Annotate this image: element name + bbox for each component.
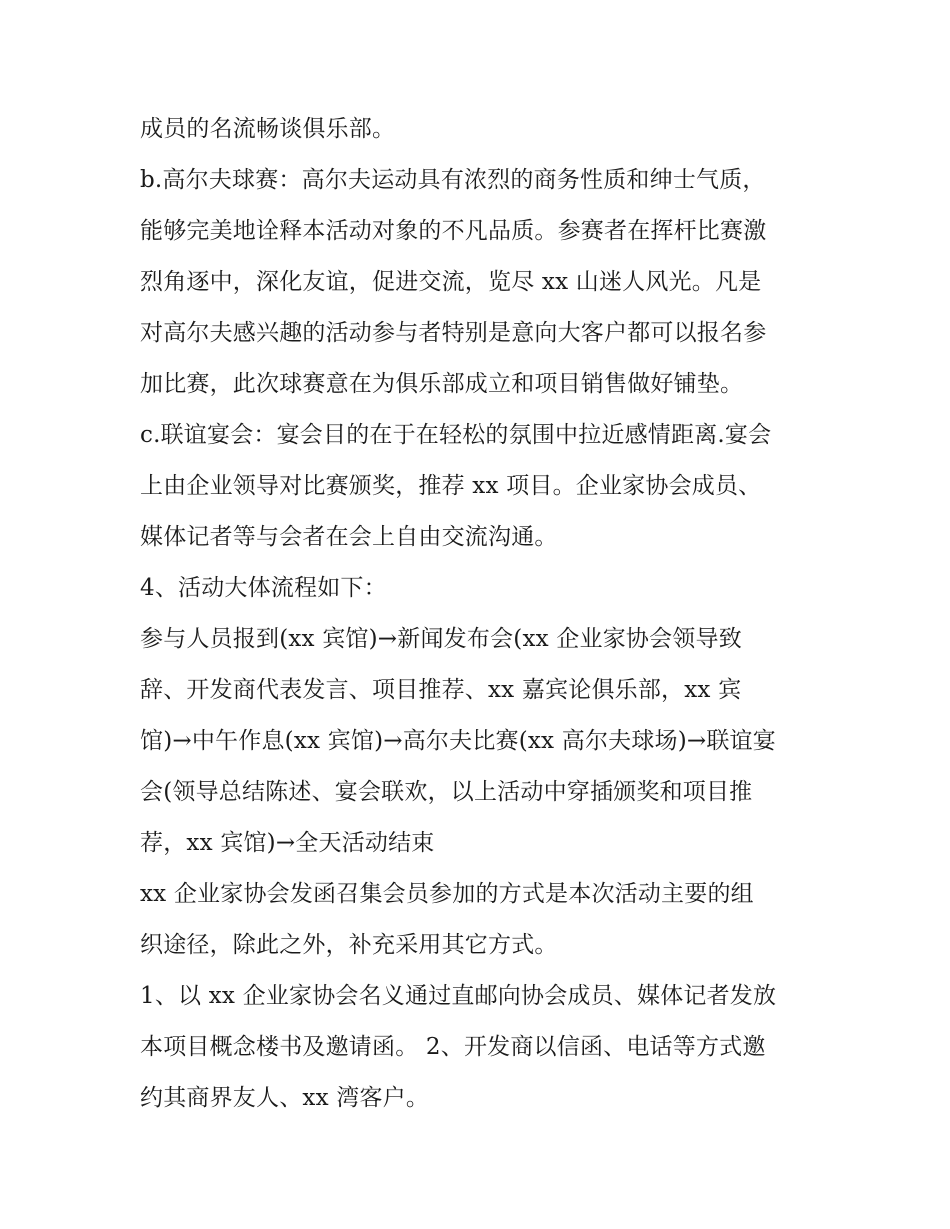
text-line-18: 1、以 xx 企业家协会名义通过直邮向协会成员、媒体记者发放 xyxy=(140,983,777,1009)
text-line-10: 4、活动大体流程如下： xyxy=(140,575,387,601)
text-line-14: 会(领导总结陈述、宴会联欢，以上活动中穿插颁奖和项目推 xyxy=(140,779,753,805)
text-line-11: 参与人员报到(xx 宾馆)→新闻发布会(xx 企业家协会领导致 xyxy=(140,626,742,652)
text-line-15: 荐，xx 宾馆)→全天活动结束 xyxy=(140,830,435,856)
text-line-20: 约其商界友人、xx 湾客户。 xyxy=(140,1085,430,1111)
text-line-4: 烈角逐中，深化友谊，促进交流，览尽 xx 山迷人风光。凡是 xyxy=(140,269,762,295)
text-line-19: 本项目概念楼书及邀请函。 2、开发商以信函、电话等方式邀 xyxy=(140,1034,766,1060)
text-line-8: 上由企业领导对比赛颁奖，推荐 xx 项目。企业家协会成员、 xyxy=(140,473,762,499)
text-line-6: 加比赛，此次球赛意在为俱乐部成立和项目销售做好铺垫。 xyxy=(140,371,744,397)
text-line-13: 馆)→中午作息(xx 宾馆)→高尔夫比赛(xx 高尔夫球场)→联谊宴 xyxy=(140,728,776,754)
text-line-2: b.高尔夫球赛：高尔夫运动具有浓烈的商务性质和绅士气质， xyxy=(140,167,766,193)
document-body xyxy=(140,104,830,1124)
text-line-1: 成员的名流畅谈俱乐部。 xyxy=(140,116,396,142)
text-line-12: 辞、开发商代表发言、项目推荐、xx 嘉宾论俱乐部，xx 宾 xyxy=(140,677,742,703)
text-line-17: 织途径，除此之外，补充采用其它方式。 xyxy=(140,932,558,958)
text-line-7: c.联谊宴会：宴会目的在于在轻松的氛围中拉近感情距离.宴会 xyxy=(140,422,772,448)
text-line-9: 媒体记者等与会者在会上自由交流沟通。 xyxy=(140,524,558,550)
text-line-16: xx 企业家协会发函召集会员参加的方式是本次活动主要的组 xyxy=(140,881,754,907)
text-line-3: 能够完美地诠释本活动对象的不凡品质。参赛者在挥杆比赛激 xyxy=(140,218,767,244)
text-line-5: 对高尔夫感兴趣的活动参与者特别是意向大客户都可以报名参 xyxy=(140,320,767,346)
